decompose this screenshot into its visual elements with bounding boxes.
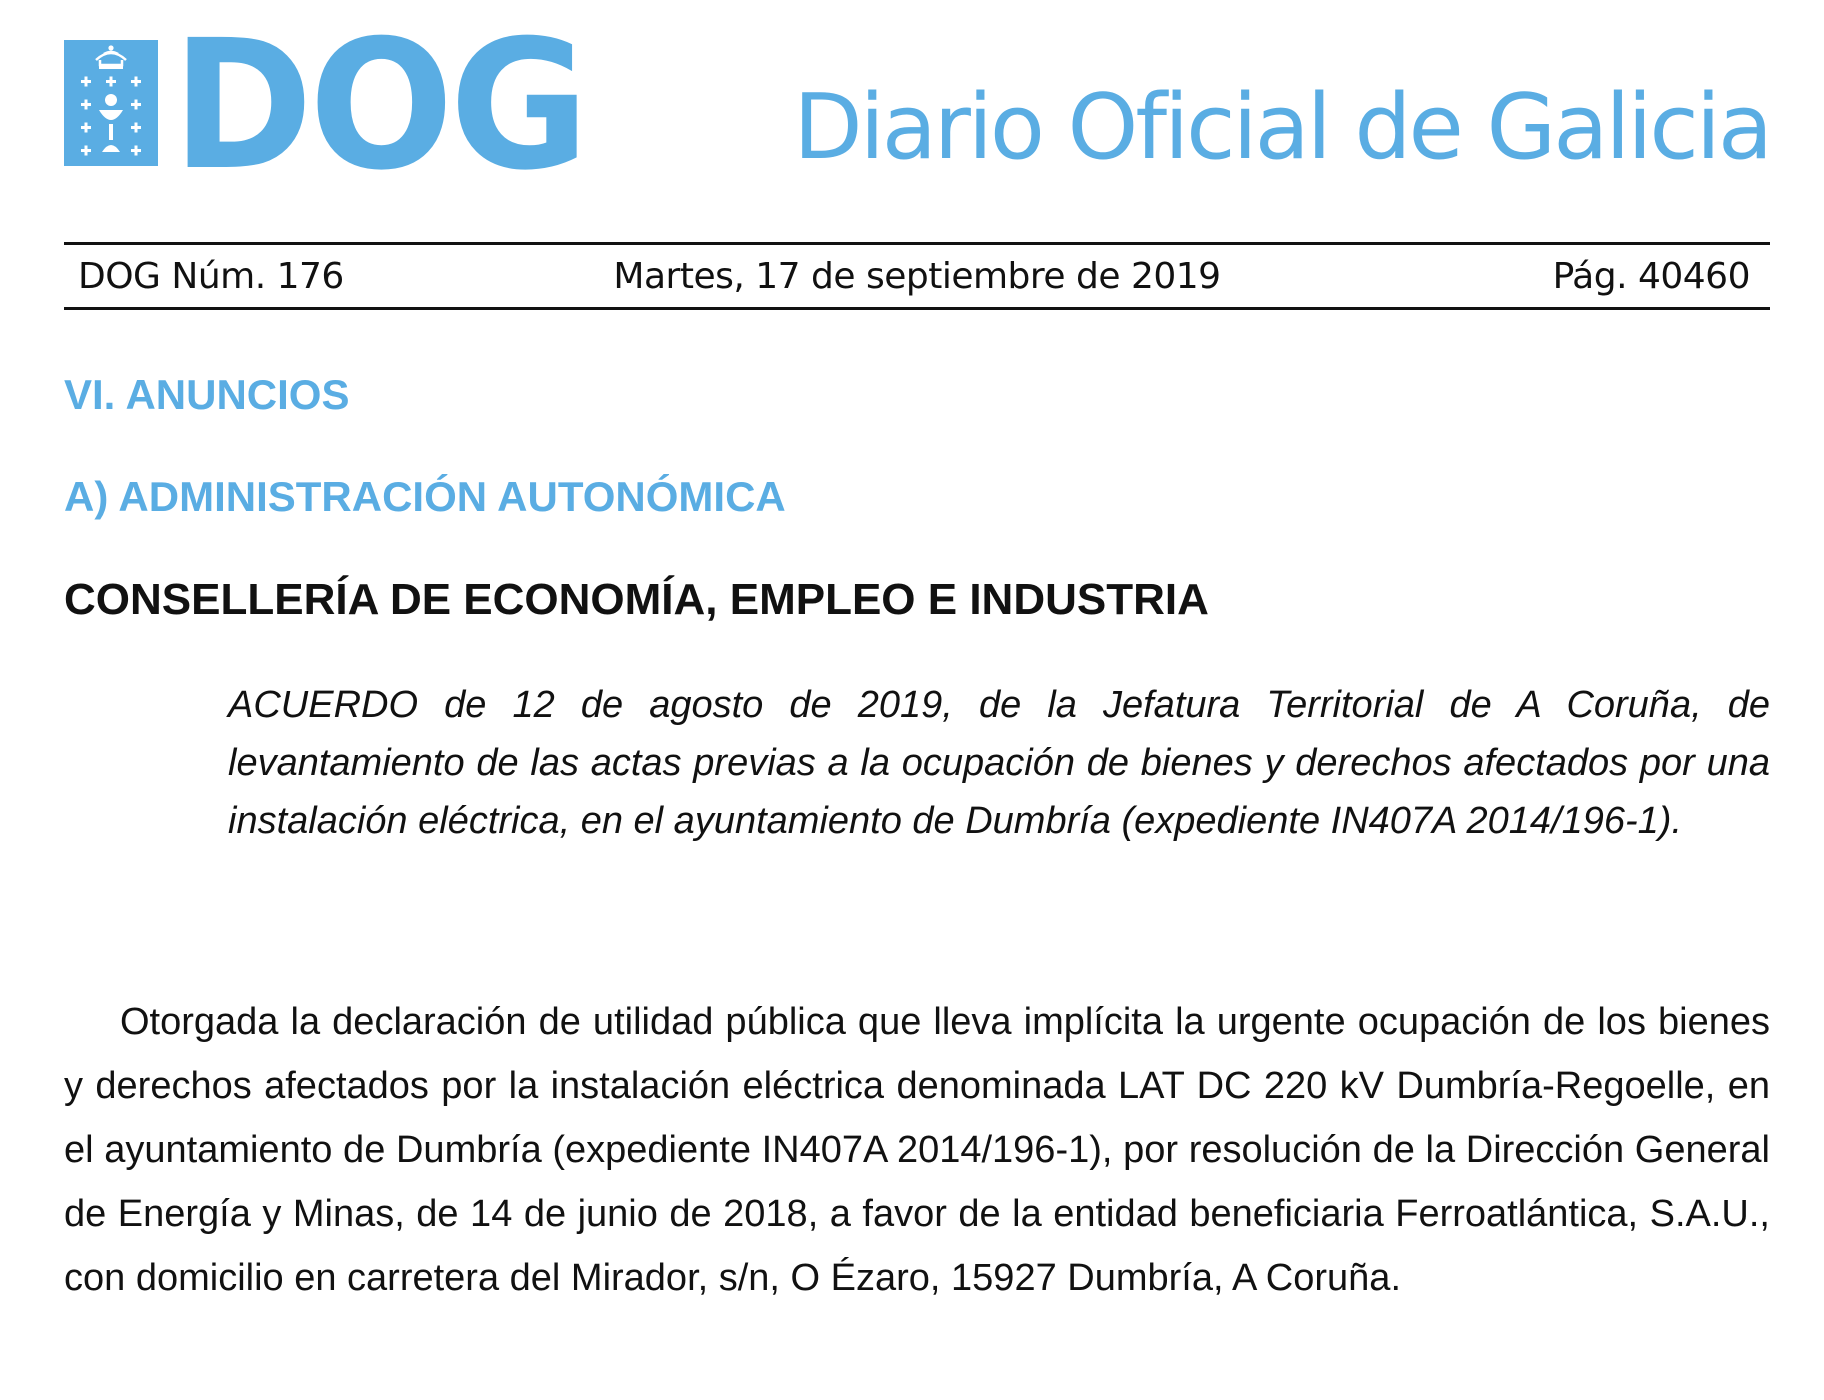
document-page — [64, 0, 1770, 1400]
body-paragraph: Otorgada la declaración de utilidad pública que lleva implícita la urgente ocupación de los bienes y derechos afectados por la instalación eléctrica denominada LAT DC 220 kV Dumbría-Regoelle, en el ayuntamiento de Dumbría (expediente IN407A 2014/196-1), por resolución de la Dirección General de Energía y Minas, de 14 de junio de 2018, a favor de la entidad beneficiaria Ferroatlántica, S.A.U., con domicilio en carretera del Mirador, s/n, O Ézaro, 15927 Dumbría, A Coruña. — [64, 1001, 1770, 1299]
galicia-coat-of-arms-icon — [64, 40, 158, 166]
section-heading-subpart: A) ADMINISTRACIÓN AUTONÓMICA — [64, 473, 786, 520]
issue-page-number: Pág. 40460 — [1552, 256, 1750, 297]
section-heading-part: VI. ANUNCIOS — [64, 371, 350, 418]
journal-title: Diario Oficial de Galicia — [793, 75, 1770, 180]
department-heading: CONSELLERÍA DE ECONOMÍA, EMPLEO E INDUSTRIA — [64, 575, 1209, 624]
issue-number: DOG Núm. 176 — [78, 256, 344, 297]
issue-date: Martes, 17 de septiembre de 2019 — [613, 256, 1221, 297]
masthead — [64, 2, 1770, 211]
logo-wordmark: DOG — [172, 2, 586, 211]
issue-bar — [64, 242, 1770, 310]
document-abstract: ACUERDO de 12 de agosto de 2019, de la Jefatura Territorial de A Coruña, de levantamiento de las actas previas a la ocupación de bienes y derechos afectados por una instalación eléctrica, en el ayuntamiento de Dumbría (expediente IN407A 2014/196-1). — [228, 684, 1770, 842]
dog-logo — [64, 2, 586, 211]
